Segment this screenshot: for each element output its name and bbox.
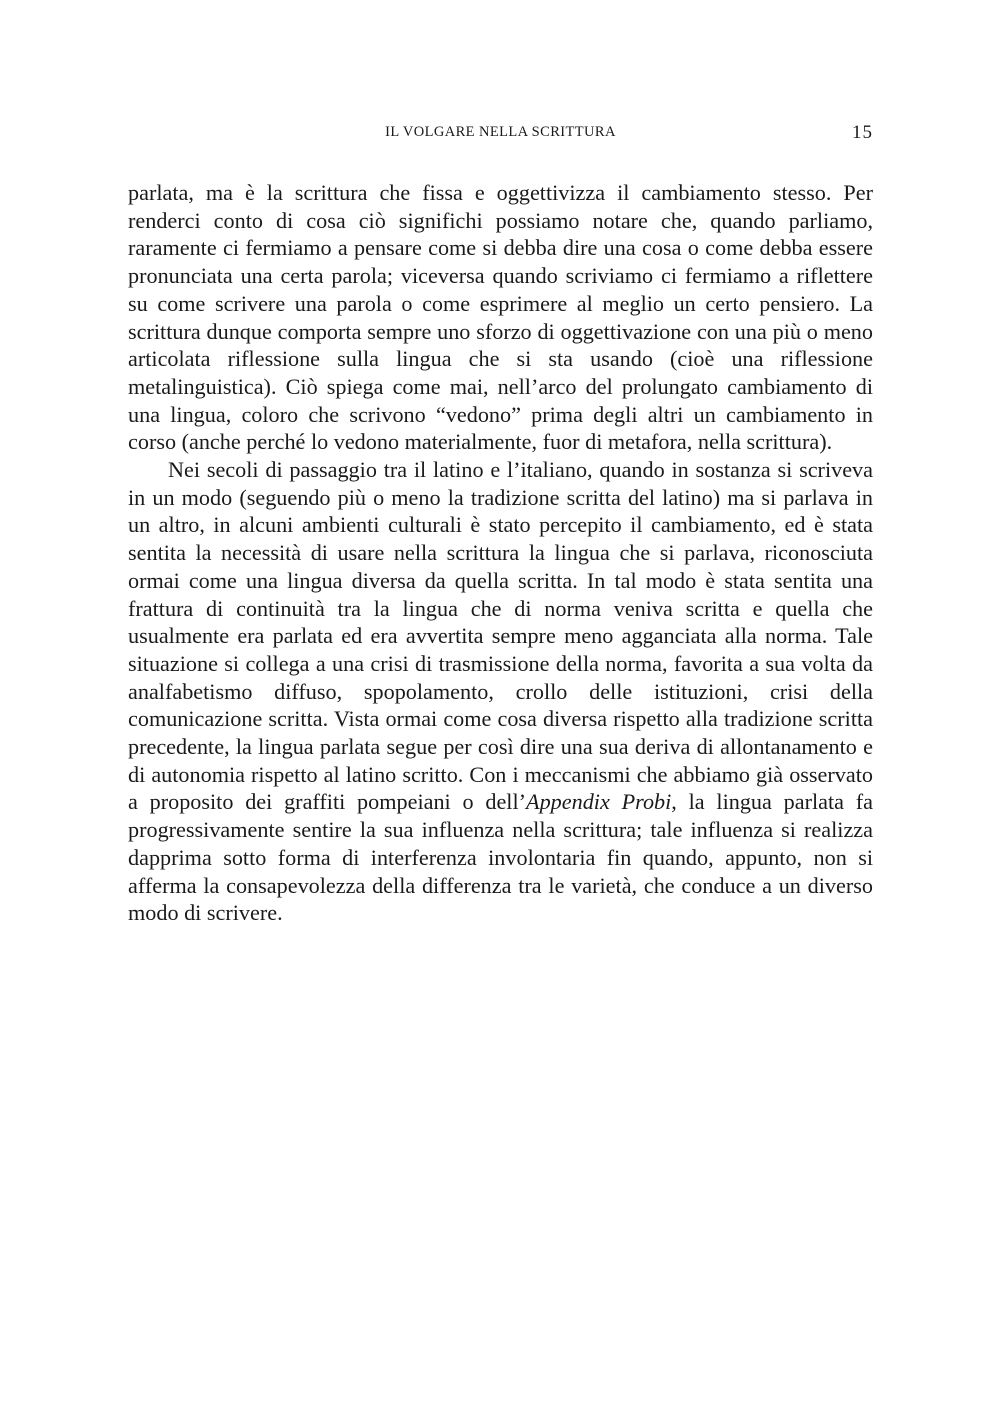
paragraph-2-text-end: , la lingua parlata fa progressivamente sentire la sua influenza nella scrittura; tale influenza si realizza dapprima sotto forma di interferenza involontaria fin quando, appunto, non si afferma la consapevolezza della differenza tra le varietà, che conduce a un diverso modo di scrivere. <box>128 789 873 926</box>
book-title-appendix-probi: Appendix Probi <box>526 789 672 815</box>
page-number: 15 <box>852 122 873 143</box>
running-head <box>128 122 873 146</box>
running-title: IL VOLGARE NELLA SCRITTURA <box>385 124 616 140</box>
body-text <box>128 179 873 927</box>
paragraph-1: parlata, ma è la scrittura che fissa e oggettivizza il cambiamento stesso. Per renderci conto di cosa ciò significhi possiamo notare che, quando parliamo, raramente ci fermiamo a pensare come si debba dire una cosa o come debba essere pronunciata una certa parola; viceversa quando scriviamo ci fermiamo a riflettere su come scrivere una parola o come esprimere al meglio un certo pensiero. La scrittura dunque comporta sempre uno sforzo di oggettivazione con una più o meno articolata riflessione sulla lingua che si sta usando (cioè una riflessione metalinguistica). Ciò spiega come mai, nell’arco del prolungato cambiamento di una lingua, coloro che scrivono “vedono” prima degli altri un cambiamento in corso (anche perché lo vedono materialmente, fuor di metafora, nella scrittura). <box>128 180 873 455</box>
paragraph-2-text-start: Nei secoli di passaggio tra il latino e l’italiano, quando in sostanza si scriveva in un modo (seguendo più o meno la tradizione scritta del latino) ma si parlava in un altro, in alcuni ambienti culturali è stato percepito il cambiamento, ed è stata sentita la necessità di usare nella scrittura la lingua che si parlava, riconosciuta ormai come una lingua diversa da quella scritta. In tal modo è stata sentita una frattura di continuità tra la lingua che di norma veniva scritta e quella che usualmente era parlata ed era avvertita sempre meno agganciata alla norma. Tale situazione si collega a una crisi di trasmissione della norma, favorita a sua volta da analfabetismo diffuso, spopolamento, crollo delle istituzioni, crisi della comunicazione scritta. Vista ormai come cosa diversa rispetto alla tradizione scritta precedente, la lingua parlata segue per così dire una sua deriva di allontanamento e di autonomia rispetto al latino scritto. Con i meccanismi che abbiamo già osservato a proposito dei graffiti pompeiani o dell’ <box>128 457 873 815</box>
paragraph-2 <box>128 456 873 927</box>
